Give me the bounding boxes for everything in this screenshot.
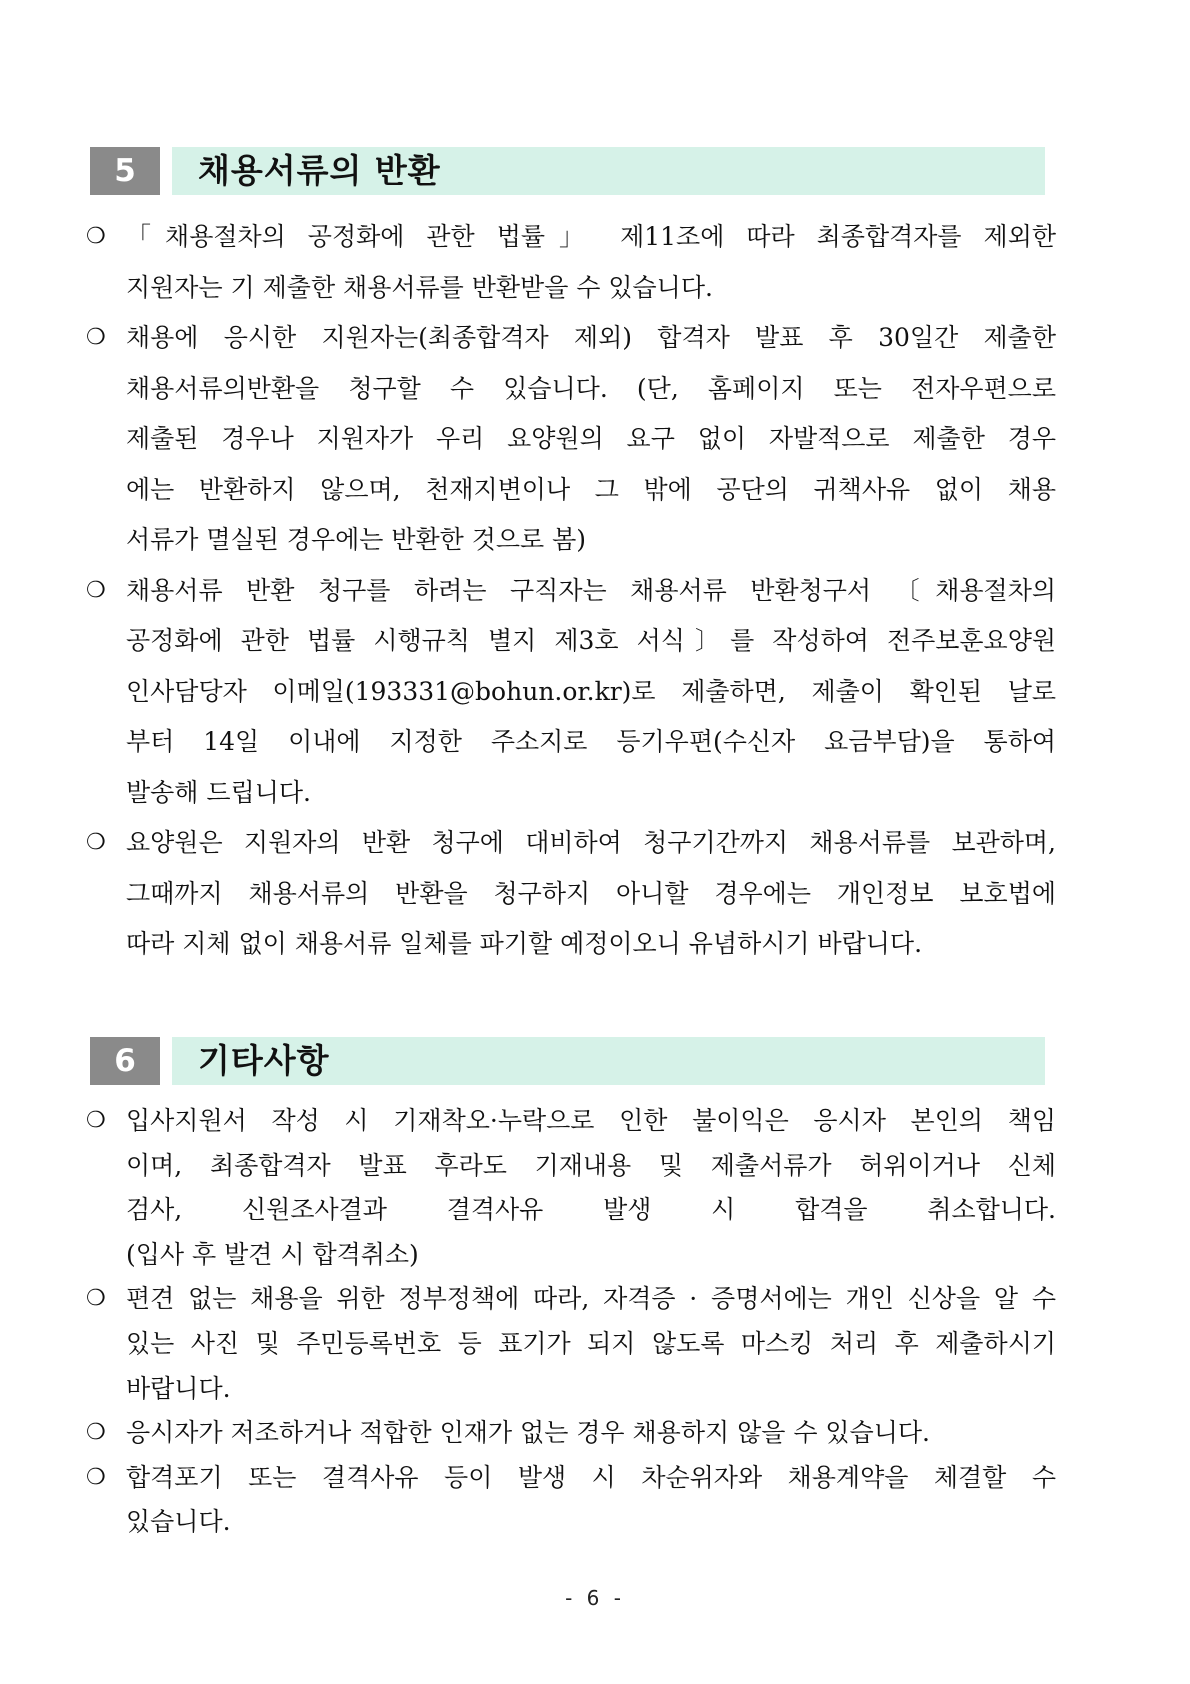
text-line: 에는 반환하지 않으며, 천재지변이나 그 밖에 공단의 귀책사유 없이 채용 — [126, 474, 1056, 504]
text-line: 요양원은 지원자의 반환 청구에 대비하여 청구기간까지 채용서류를 보관하며, — [126, 828, 1056, 857]
text-line: 입사지원서 작성 시 기재착오·누락으로 인한 불이익은 응시자 본인의 책임 — [126, 1106, 1056, 1135]
text-line: 부터 14일 이내에 지정한 주소지로 등기우편(수신자 요금부담)을 통하여 — [126, 727, 1056, 756]
list-item — [86, 1277, 1056, 1411]
text-line: 공정화에 관한 법률 시행규칙 별지 제3호 서식〕를 작성하여 전주보훈요양원 — [126, 626, 1056, 655]
circle-bullet-icon: ❍ — [86, 1286, 106, 1312]
text-line: 있습니다. — [126, 1507, 231, 1537]
section-number: 5 — [90, 147, 160, 195]
section-title-bar — [172, 1037, 1045, 1085]
list-item — [86, 212, 1056, 313]
text-line: 응시자가 저조하거나 적합한 인재가 없는 경우 채용하지 않을 수 있습니다. — [126, 1418, 930, 1448]
section-5-items — [86, 212, 1056, 970]
section-title: 채용서류의 반환 — [198, 151, 441, 190]
section-6-items — [86, 1099, 1056, 1545]
circle-bullet-icon: ❍ — [86, 1420, 106, 1446]
circle-bullet-icon: ❍ — [86, 577, 106, 603]
circle-bullet-icon: ❍ — [86, 830, 106, 855]
text-line: 지원자는 기 제출한 채용서류를 반환받을 수 있습니다. — [126, 272, 713, 302]
text-line: 채용서류의반환을 청구할 수 있습니다. (단, 홈페이지 또는 전자우편으로 — [126, 373, 1056, 403]
text-line: 채용에 응시한 지원자는(최종합격자 제외) 합격자 발표 후 30일간 제출한 — [126, 323, 1056, 352]
text-line: 편견 없는 채용을 위한 정부정책에 따라, 자격증 · 증명서에는 개인 신상을 알 수 — [126, 1284, 1056, 1314]
section-number: 6 — [90, 1037, 160, 1085]
text-line: 제출된 경우나 지원자가 우리 요양원의 요구 없이 자발적으로 제출한 경우 — [126, 424, 1056, 453]
circle-bullet-icon: ❍ — [86, 1108, 106, 1133]
list-item — [86, 1411, 1056, 1456]
circle-bullet-icon: ❍ — [86, 325, 106, 350]
page-number: - 6 - — [565, 1586, 625, 1610]
section-5-header — [90, 147, 1045, 195]
section-6-header — [90, 1037, 1045, 1085]
text-line: 검사, 신원조사결과 결격사유 발생 시 합격을 취소합니다. — [126, 1195, 1056, 1225]
text-line: 그때까지 채용서류의 반환을 청구하지 아니할 경우에는 개인정보 보호법에 — [126, 878, 1056, 908]
text-line: 채용서류 반환 청구를 하려는 구직자는 채용서류 반환청구서 〔채용절차의 — [126, 575, 1056, 605]
text-line: 따라 지체 없이 채용서류 일체를 파기할 예정이오니 유념하시기 바랍니다. — [126, 929, 923, 958]
list-item — [86, 1456, 1056, 1545]
section-title-bar — [172, 147, 1045, 195]
list-item — [86, 566, 1056, 819]
text-line: 합격포기 또는 결격사유 등이 발생 시 차순위자와 채용계약을 체결할 수 — [126, 1462, 1056, 1492]
text-line: 서류가 멸실된 경우에는 반환한 것으로 봄) — [126, 525, 587, 554]
text-line: 있는 사진 및 주민등록번호 등 표기가 되지 않도록 마스킹 처리 후 제출하시기 — [126, 1328, 1056, 1358]
text-line: 발송해 드립니다. — [126, 777, 311, 807]
list-item — [86, 1099, 1056, 1277]
circle-bullet-icon: ❍ — [86, 1464, 106, 1490]
list-item — [86, 818, 1056, 970]
text-line: 바랍니다. — [126, 1373, 231, 1403]
text-line: (입사 후 발견 시 합격취소) — [126, 1239, 419, 1269]
circle-bullet-icon: ❍ — [86, 224, 106, 249]
text-line: 「채용절차의 공정화에 관한 법률」 제11조에 따라 최종합격자를 제외한 — [126, 222, 1056, 251]
text-line: 인사담당자 이메일(193331@bohun.or.kr)로 제출하면, 제출이 확인된 날로 — [126, 676, 1056, 706]
list-item — [86, 313, 1056, 566]
text-line: 이며, 최종합격자 발표 후라도 기재내용 및 제출서류가 허위이거나 신체 — [126, 1150, 1056, 1180]
section-title: 기타사항 — [198, 1041, 330, 1080]
